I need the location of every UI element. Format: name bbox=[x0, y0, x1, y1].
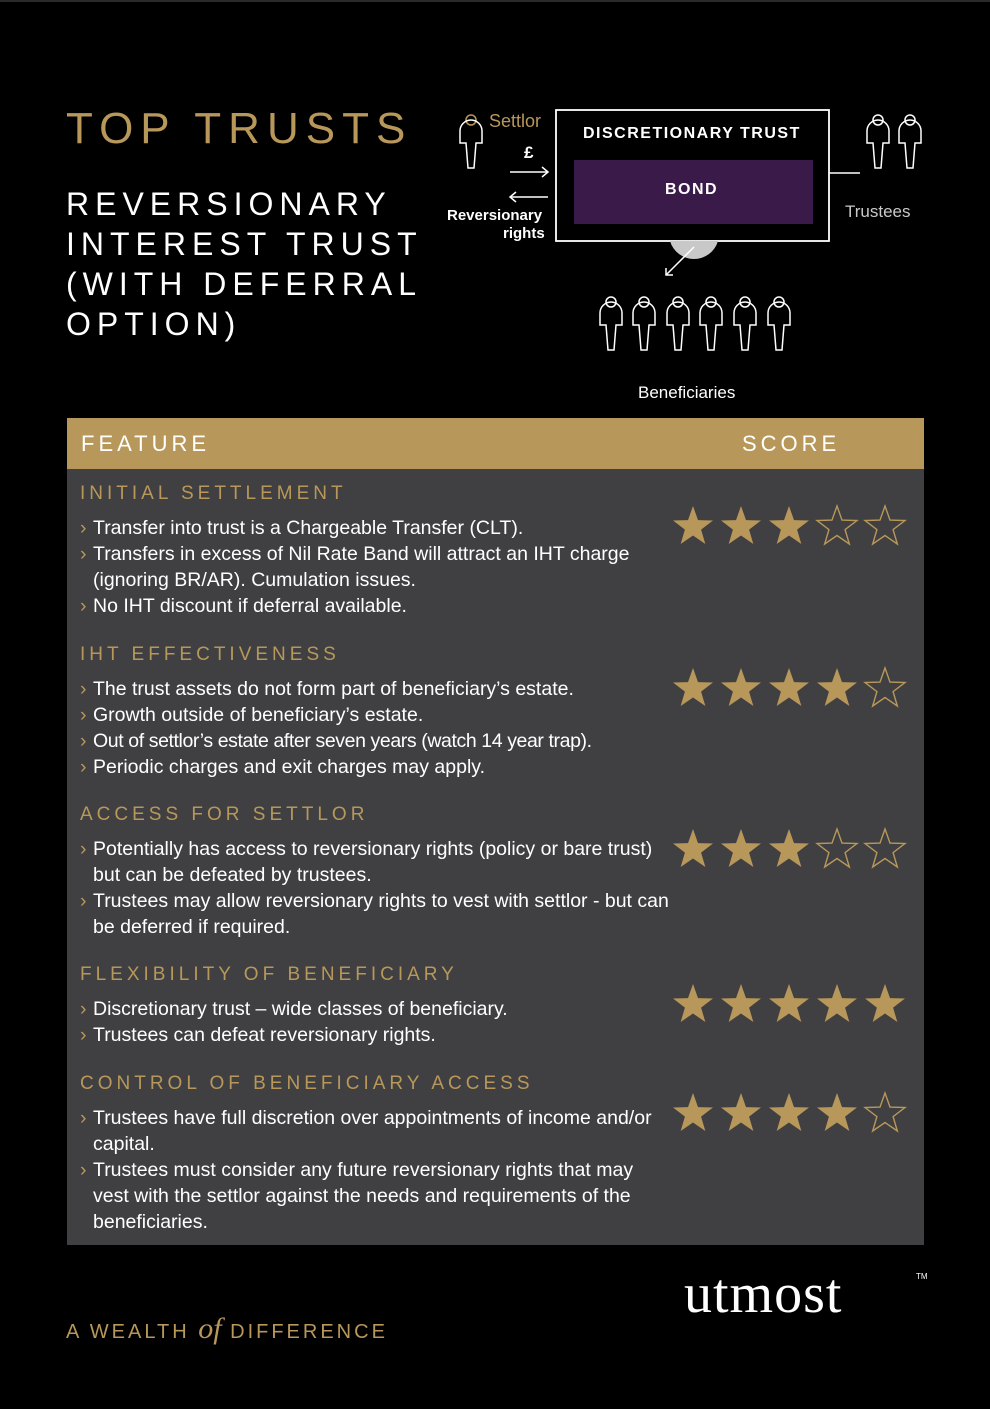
trustee-icon bbox=[899, 115, 921, 168]
star-filled-icon bbox=[766, 503, 812, 549]
utmost-logo: utmost bbox=[684, 1263, 843, 1325]
pound-label: £ bbox=[524, 143, 534, 162]
feature-title: IHT EFFECTIVENESS bbox=[80, 644, 340, 665]
trust-diagram-graphic bbox=[440, 100, 940, 410]
star-rating bbox=[670, 1090, 910, 1136]
star-filled-icon bbox=[670, 826, 716, 872]
top-divider bbox=[0, 0, 990, 2]
star-filled-icon bbox=[718, 503, 764, 549]
trust-label: DISCRETIONARY TRUST bbox=[583, 125, 801, 142]
star-filled-icon bbox=[670, 503, 716, 549]
feature-bullet: › Out of settlor’s estate after seven years (watch 14 year trap). bbox=[80, 728, 670, 754]
beneficiary-icon bbox=[667, 297, 689, 350]
star-empty-icon bbox=[814, 503, 860, 549]
star-filled-icon bbox=[766, 665, 812, 711]
star-filled-icon bbox=[814, 981, 860, 1027]
beneficiary-icon bbox=[700, 297, 722, 350]
beneficiaries-label: Beneficiaries bbox=[638, 383, 736, 402]
bond-label: BOND bbox=[665, 181, 719, 198]
star-filled-icon bbox=[862, 981, 908, 1027]
feature-bullet: › Trustees can defeat reversionary rights. bbox=[80, 1022, 670, 1048]
tagline bbox=[66, 1312, 388, 1346]
feature-bullet: › Periodic charges and exit charges may apply. bbox=[80, 754, 670, 780]
feature-bullet: › Trustees may allow reversionary rights to vest with settlor - but can be deferred if required. bbox=[80, 888, 670, 940]
table-header bbox=[67, 418, 924, 469]
beneficiary-icon bbox=[734, 297, 756, 350]
beneficiary-icon bbox=[633, 297, 655, 350]
tagline-part: DIFFERENCE bbox=[230, 1321, 388, 1343]
trustee-icon bbox=[867, 115, 889, 168]
star-filled-icon bbox=[766, 826, 812, 872]
star-rating bbox=[670, 503, 910, 549]
features-table bbox=[67, 418, 924, 1245]
feature-bullets bbox=[80, 676, 670, 780]
beneficiary-icon bbox=[768, 297, 790, 350]
page-title: TOP TRUSTS bbox=[66, 104, 413, 153]
star-filled-icon bbox=[766, 981, 812, 1027]
feature-bullet: › Trustees have full discretion over appointments of income and/or capital. bbox=[80, 1105, 670, 1157]
subtitle-line: INTEREST TRUST bbox=[66, 226, 423, 262]
star-rating bbox=[670, 826, 910, 872]
star-empty-icon bbox=[862, 665, 908, 711]
star-filled-icon bbox=[718, 1090, 764, 1136]
star-empty-icon bbox=[814, 826, 860, 872]
subtitle-line: OPTION) bbox=[66, 306, 242, 342]
subtitle-line: REVERSIONARY bbox=[66, 186, 392, 222]
feature-bullets bbox=[80, 1105, 670, 1235]
tagline-part: A WEALTH bbox=[66, 1321, 190, 1343]
trustees-label: Trustees bbox=[845, 202, 911, 221]
feature-bullet: › Trustees must consider any future reversionary rights that may vest with the settlor against the needs and requirements of the beneficiaries. bbox=[80, 1157, 670, 1235]
feature-bullet: › Transfer into trust is a Chargeable Transfer (CLT). bbox=[80, 515, 670, 541]
star-filled-icon bbox=[670, 981, 716, 1027]
star-rating bbox=[670, 665, 910, 711]
pound-arrow-icon bbox=[510, 167, 548, 177]
feature-title: INITIAL SETTLEMENT bbox=[80, 483, 347, 504]
feature-title: FLEXIBILITY OF BENEFICIARY bbox=[80, 964, 458, 985]
reversionary-arrow-icon bbox=[510, 192, 548, 202]
tagline-of: of bbox=[198, 1312, 222, 1345]
feature-bullet: › Transfers in excess of Nil Rate Band will attract an IHT charge (ignoring BR/AR). Cumulation issues. bbox=[80, 541, 670, 593]
feature-bullet: › The trust assets do not form part of beneficiary’s estate. bbox=[80, 676, 670, 702]
star-filled-icon bbox=[814, 1090, 860, 1136]
score-header: SCORE bbox=[742, 431, 841, 456]
star-filled-icon bbox=[814, 665, 860, 711]
reversionary-label: Reversionary bbox=[447, 207, 543, 224]
reversionary-label: rights bbox=[503, 225, 545, 242]
star-empty-icon bbox=[862, 1090, 908, 1136]
trust-diagram bbox=[440, 100, 940, 410]
star-filled-icon bbox=[718, 665, 764, 711]
trademark-mark: TM bbox=[916, 1272, 928, 1281]
feature-bullets bbox=[80, 996, 670, 1048]
star-rating bbox=[670, 981, 910, 1027]
feature-title: ACCESS FOR SETTLOR bbox=[80, 804, 369, 825]
feature-header: FEATURE bbox=[81, 431, 211, 456]
page-subtitle bbox=[66, 184, 423, 344]
distribution-semicircle bbox=[670, 241, 718, 259]
subtitle-line: (WITH DEFERRAL bbox=[66, 266, 422, 302]
star-filled-icon bbox=[718, 981, 764, 1027]
feature-bullet: › Discretionary trust – wide classes of beneficiary. bbox=[80, 996, 670, 1022]
star-filled-icon bbox=[670, 665, 716, 711]
settlor-icon bbox=[460, 115, 482, 168]
star-empty-icon bbox=[862, 826, 908, 872]
feature-title: CONTROL OF BENEFICIARY ACCESS bbox=[80, 1073, 534, 1094]
star-empty-icon bbox=[862, 503, 908, 549]
settlor-label: Settlor bbox=[489, 111, 542, 131]
feature-bullet: › No IHT discount if deferral available. bbox=[80, 593, 670, 619]
beneficiary-icon bbox=[600, 297, 622, 350]
feature-bullets bbox=[80, 836, 670, 940]
star-filled-icon bbox=[766, 1090, 812, 1136]
feature-bullet: › Growth outside of beneficiary’s estate. bbox=[80, 702, 670, 728]
feature-bullet: › Potentially has access to reversionary rights (policy or bare trust) but can be defeated by trustees. bbox=[80, 836, 670, 888]
feature-bullets bbox=[80, 515, 670, 619]
star-filled-icon bbox=[718, 826, 764, 872]
star-filled-icon bbox=[670, 1090, 716, 1136]
